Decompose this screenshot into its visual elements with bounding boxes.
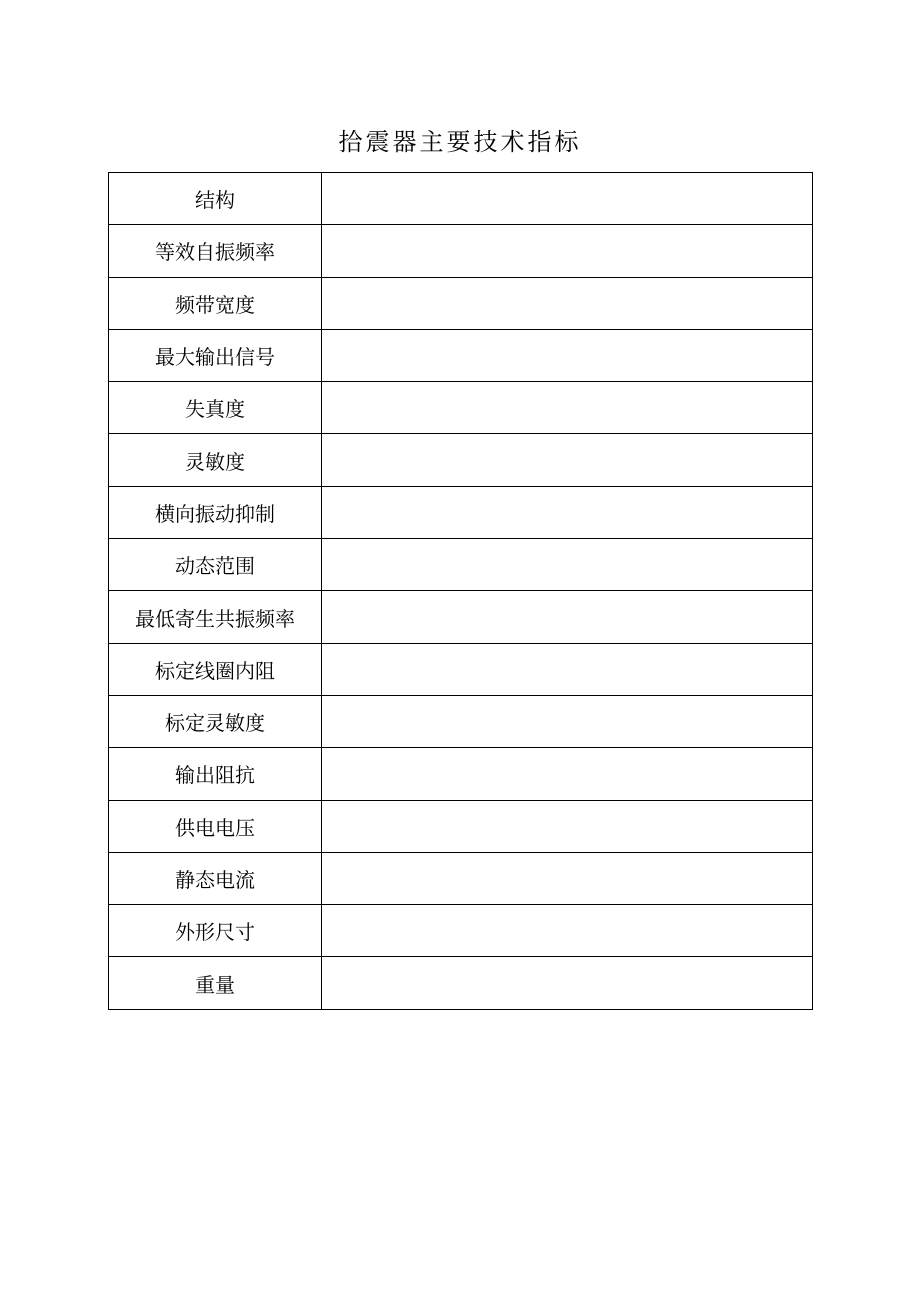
row-value[interactable] [322, 591, 813, 643]
row-label: 重量 [109, 957, 322, 1009]
row-label: 输出阻抗 [109, 748, 322, 800]
row-value[interactable] [322, 225, 813, 277]
table-row [109, 643, 813, 695]
table-row [109, 539, 813, 591]
table-row [109, 486, 813, 538]
row-value[interactable] [322, 748, 813, 800]
table-row [109, 957, 813, 1009]
row-value[interactable] [322, 277, 813, 329]
table-row [109, 905, 813, 957]
row-value[interactable] [322, 329, 813, 381]
table-row [109, 382, 813, 434]
row-label: 等效自振频率 [109, 225, 322, 277]
row-label: 最低寄生共振频率 [109, 591, 322, 643]
row-label: 频带宽度 [109, 277, 322, 329]
row-label: 灵敏度 [109, 434, 322, 486]
row-label: 动态范围 [109, 539, 322, 591]
row-label: 供电电压 [109, 800, 322, 852]
table-row [109, 852, 813, 904]
row-value[interactable] [322, 486, 813, 538]
row-label: 标定灵敏度 [109, 695, 322, 747]
table-row [109, 591, 813, 643]
row-value[interactable] [322, 957, 813, 1009]
table-row [109, 277, 813, 329]
row-label: 失真度 [109, 382, 322, 434]
row-value[interactable] [322, 905, 813, 957]
table-row [109, 329, 813, 381]
page-title: 拾震器主要技术指标 [338, 128, 582, 156]
row-label: 外形尺寸 [109, 905, 322, 957]
row-label: 结构 [109, 173, 322, 225]
row-label: 最大输出信号 [109, 329, 322, 381]
row-value[interactable] [322, 852, 813, 904]
row-value[interactable] [322, 173, 813, 225]
row-value[interactable] [322, 695, 813, 747]
row-value[interactable] [322, 539, 813, 591]
table-row [109, 434, 813, 486]
row-value[interactable] [322, 382, 813, 434]
row-value[interactable] [322, 643, 813, 695]
row-value[interactable] [322, 434, 813, 486]
table-row [109, 695, 813, 747]
spec-table [108, 172, 813, 1010]
row-value[interactable] [322, 800, 813, 852]
row-label: 标定线圈内阻 [109, 643, 322, 695]
table-row [109, 225, 813, 277]
table-row [109, 173, 813, 225]
row-label: 横向振动抑制 [109, 486, 322, 538]
row-label: 静态电流 [109, 852, 322, 904]
table-row [109, 748, 813, 800]
table-row [109, 800, 813, 852]
